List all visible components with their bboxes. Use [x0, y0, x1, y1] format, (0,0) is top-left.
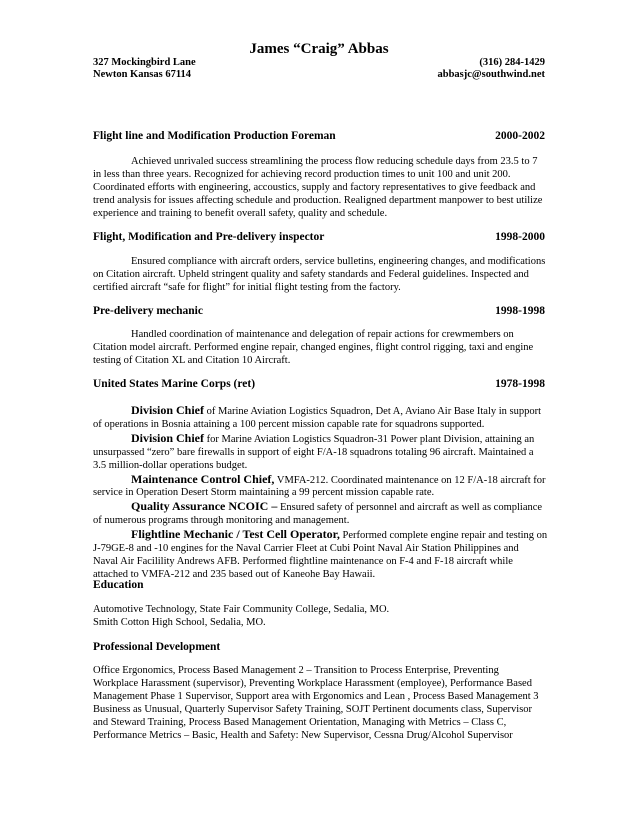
text-line: Performed complete engine repair and testing on — [339, 530, 548, 542]
text-line: unsurpassed “zero” bare firewalls in support of eight F/A-18 squadrons totaling 96 aircraft. Maintained a — [93, 446, 534, 458]
text-line: and Steward Training, Process Based Management Orientation, Managing with Metrics – Class C, — [93, 716, 507, 728]
job-years: 2000-2002 — [495, 130, 545, 142]
email: abbasjc@southwind.net — [437, 69, 545, 80]
text-line: of numerous programs through monitoring and management. — [93, 515, 350, 527]
text-line: Achieved unrivaled success streamlining the process flow reducing schedule days from 23.5 to 7 — [131, 156, 538, 167]
resume-name: James “Craig” Abbas — [249, 41, 389, 57]
text-line: Ensured safety of personnel and aircraft as well as compliance — [277, 502, 543, 514]
text-line: Ensured compliance with aircraft orders, service bulletins, engineering changes, and modifications — [131, 256, 546, 267]
job-title: United States Marine Corps (ret) — [93, 378, 256, 390]
development-title: Professional Development — [93, 641, 221, 653]
text-line: for Marine Aviation Logistics Squadron-31 Power plant Division, attaining an — [204, 433, 535, 445]
text-line: of operations in Bosnia attaining a 100 percent mission capable rate for squadrons supported. — [93, 418, 485, 430]
marine-roles — [93, 403, 548, 582]
role-title: Flightline Mechanic / Test Cell Operator, — [131, 527, 340, 542]
job-years: 1978-1998 — [495, 378, 545, 390]
address-line-1: 327 Mockingbird Lane — [93, 57, 196, 68]
text-line: attached to VMFA-212 and 235 based out of Kaneohe Bay Hawaii. — [93, 568, 376, 580]
role-title: Quality Assurance NCOIC – — [131, 499, 278, 514]
text-line: Performance Metrics – Basic, Health and Safety: New Supervisor, Cessna Drug/Alcohol Supervisor — [93, 729, 513, 741]
text-line: certified aircraft “safe for flight” for initial flight testing from the factory. — [93, 281, 401, 293]
development-list — [93, 665, 545, 742]
text-line: testing of Citation XL and Citation 10 Aircraft. — [93, 354, 291, 366]
education-heading — [93, 578, 545, 592]
text-line: Management Phase 1 Supervisor, Support area with Ergonomics and Lean , Process Based Management 3 — [93, 690, 539, 702]
job-years: 1998-2000 — [495, 231, 545, 243]
text-line: trend analysis for issues affecting schedule and production. Realigned department manpower to best utilize — [93, 194, 543, 206]
text-line: in less than three years. Recognized for achieving record production times to unit 100 and unit 200. — [93, 168, 511, 180]
text-line: Smith Cotton High School, Sedalia, MO. — [93, 616, 266, 628]
text-line: Automotive Technology, State Fair Community College, Sedalia, MO. — [93, 604, 390, 615]
text-line: on Citation aircraft. Upheld stringent quality and safety standards and Federal guidelines. Inspected and — [93, 268, 529, 280]
text-line: Workplace Harassment (supervisor), Preventing Workplace Harassment (employee), Performance Based — [93, 677, 532, 689]
text-line: experience and training to benefit overall safety, quality and schedule. — [93, 207, 388, 219]
text-line: J-79GE-8 and -10 engines for the Naval Carrier Fleet at Cubi Point Naval Air Station Philippines and — [93, 543, 519, 555]
education-title: Education — [93, 579, 144, 591]
text-line: Handled coordination of maintenance and delegation of repair actions for crewmembers on — [131, 329, 514, 340]
contact-line-2 — [93, 68, 545, 81]
phone: (316) 284-1429 — [479, 57, 545, 68]
job-title: Pre-delivery mechanic — [93, 305, 203, 317]
job-description — [93, 156, 545, 221]
role-title: Maintenance Control Chief, — [131, 471, 275, 486]
job-description — [93, 256, 545, 295]
text-line: VMFA-212. Coordinated maintenance on 12 F/A-18 aircraft for — [274, 474, 546, 486]
job-heading — [93, 129, 545, 143]
text-line: Business as Unusual, Quarterly Supervisor Safety Training, SOJT Pertinent documents class, Supervisor — [93, 703, 533, 715]
text-line: 3.5 million-dollar operations budget. — [93, 459, 248, 471]
text-line: Naval Air Facilility Andrews AFB. Performed flightline maintenance on F-4 and F-18 aircraft while — [93, 555, 513, 567]
role-title: Division Chief — [131, 430, 205, 445]
job-heading — [93, 230, 545, 244]
address-line-2: Newton Kansas 67114 — [93, 69, 192, 80]
text-line: of Marine Aviation Logistics Squadron, Det A, Aviano Air Base Italy in support — [204, 406, 542, 417]
text-line: Coordinated efforts with engineering, accoustics, supply and factory representatives to give feedback and — [93, 181, 536, 193]
job-description — [93, 329, 545, 368]
role-title: Division Chief — [131, 403, 205, 417]
development-heading — [93, 640, 545, 654]
job-heading — [93, 304, 545, 318]
job-title: Flight line and Modification Production Foreman — [93, 130, 336, 142]
text-line: Office Ergonomics, Process Based Management 2 – Transition to Process Enterprise, Preventing — [93, 665, 499, 676]
text-line: Citation model aircraft. Performed engine repair, changed engines, flight control rigging, taxi and engine — [93, 341, 534, 353]
job-years: 1998-1998 — [495, 305, 545, 317]
text-line: service in Operation Desert Storm maintaining a 99 percent mission capable rate. — [93, 487, 435, 499]
job-title: Flight, Modification and Pre-delivery inspector — [93, 231, 325, 243]
job-heading — [93, 377, 545, 391]
education-list — [93, 604, 545, 630]
